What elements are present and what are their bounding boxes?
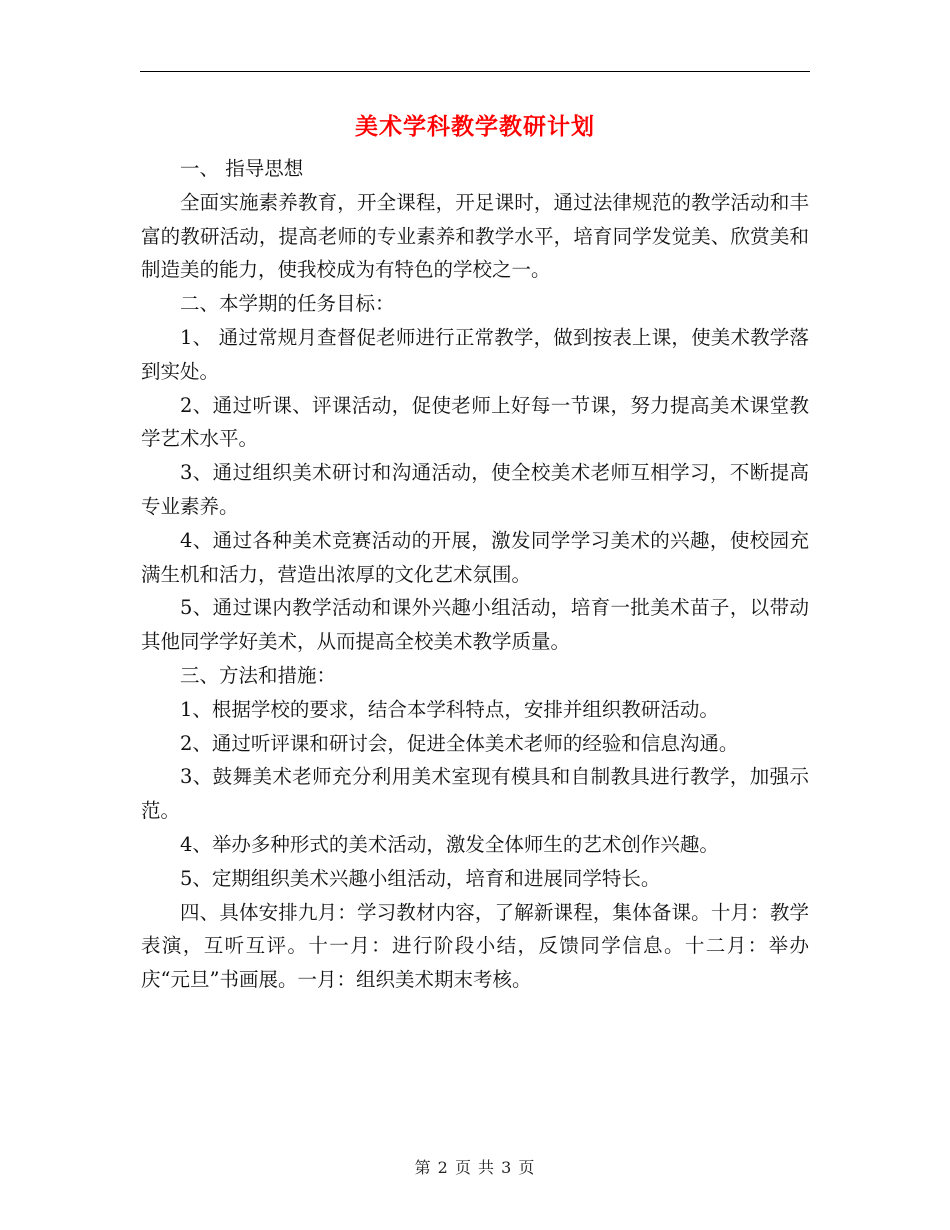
method-item-1: 1、根据学校的要求，结合本学科特点，安排并组织教研活动。 <box>180 697 719 721</box>
task-goal-item-5: 5、通过课内教学活动和课外兴趣小组活动，培育一批美术苗子，以带动其他同学学好美术，从而提高全校美术教学质量。 <box>141 596 809 654</box>
paragraph-guiding-ideology: 全面实施素养教育，开全课程，开足课时，通过法律规范的教学活动和丰富的教研活动，提高老师的专业素养和教学水平，培育同学发觉美、欣赏美和制造美的能力，使我校成为有特色的学校之一。 <box>141 190 809 282</box>
method-item-5: 5、定期组织美术兴趣小组活动，培育和进展同学特长。 <box>180 866 661 890</box>
paragraph-schedule: 四、具体安排九月：学习教材内容，了解新课程，集体备课。十月：教学表演，互听互评。十一月：进行阶段小结，反馈同学信息。十二月：举办庆“元旦”书画展。一月：组织美术期末考核。 <box>141 900 809 992</box>
method-item-3: 3、鼓舞美术老师充分利用美术室现有模具和自制教具进行教学，加强示范。 <box>141 765 809 823</box>
header-rule <box>140 71 810 72</box>
document-body <box>141 110 809 997</box>
task-goal-item-2: 2、通过听课、评课活动，促使老师上好每一节课，努力提高美术课堂教学艺术水平。 <box>141 393 809 451</box>
section-heading-methods: 三、方法和措施： <box>180 663 337 687</box>
section-heading-guiding-ideology: 一、 指导思想 <box>180 157 304 180</box>
document-title: 美术学科教学教研计划 <box>355 113 595 140</box>
section-heading-task-goals: 二、本学期的任务目标： <box>180 292 395 316</box>
task-goal-item-3: 3、通过组织美术研讨和沟通活动，使全校美术老师互相学习，不断提高专业素养。 <box>141 461 809 518</box>
task-goal-item-1: 1、 通过常规月查督促老师进行正常教学，做到按表上课，使美术教学落到实处。 <box>141 325 809 383</box>
task-goal-item-4: 4、通过各种美术竞赛活动的开展，激发同学学习美术的兴趣，使校园充满生机和活力，营造出浓厚的文化艺术氛围。 <box>141 528 809 586</box>
method-item-4: 4、举办多种形式的美术活动，激发全体师生的艺术创作兴趣。 <box>180 832 719 856</box>
page-number-footer: 第 2 页 共 3 页 <box>414 1158 536 1177</box>
method-item-2: 2、通过听评课和研讨会，促进全体美术老师的经验和信息沟通。 <box>180 731 739 755</box>
